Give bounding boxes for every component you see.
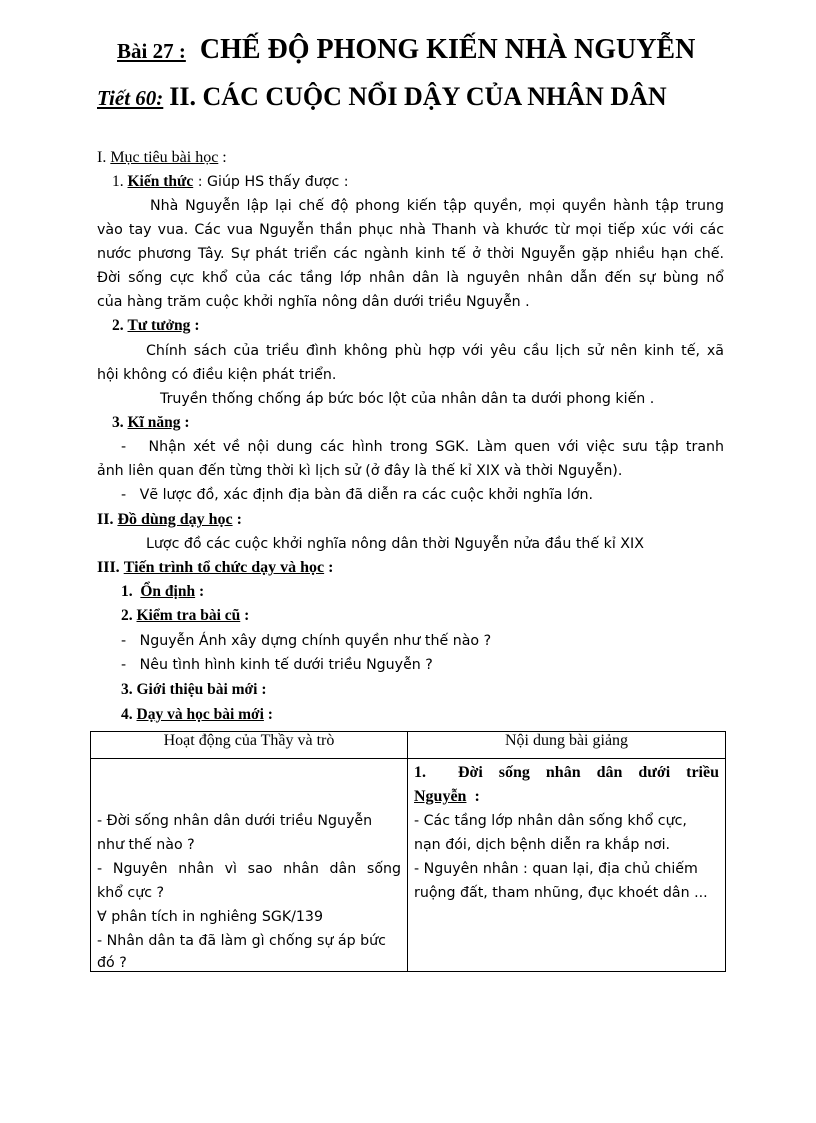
thought-label: Tư tưởng: [127, 317, 191, 334]
activity-line-7: đó ?: [97, 955, 127, 971]
section2-heading-text: Đồ dùng dạy học: [117, 511, 233, 528]
section2-heading: [97, 510, 242, 530]
step-1-label: Ổn định: [140, 583, 196, 600]
section1-heading-text: Mục tiêu bài học: [110, 149, 219, 166]
thought-num: 2.: [112, 317, 124, 334]
section1-suffix: :: [218, 149, 227, 166]
activity-line-5: ∀ phân tích in nghiêng SGK/139: [97, 909, 323, 925]
knowledge-intro: : Giúp HS thấy được :: [193, 174, 349, 190]
thought-line-1: Chính sách của triều đình không phù hợp với yêu cầu lịch sử nên kinh tế, xã: [146, 343, 724, 359]
section3-num: III.: [97, 559, 120, 576]
content-line-2: nạn đói, dịch bệnh diễn ra khắp nơi.: [414, 837, 671, 853]
section2-num: II.: [97, 511, 114, 528]
knowledge-line-1: Nhà Nguyễn lập lại chế độ phong kiến tập quyền, mọi quyền hành tập trung: [150, 198, 724, 214]
activity-line-1: - Đời sống nhân dân dưới triều Nguyễn: [97, 813, 373, 829]
content-heading-line-1: 1. Đời sống nhân dân dưới triều: [414, 764, 719, 781]
knowledge-heading: [112, 172, 349, 192]
thought-line-2: hội không có điều kiện phát triển.: [97, 367, 337, 383]
table-row: [91, 759, 726, 972]
content-line-1: - Các tầng lớp nhân dân sống khổ cực,: [414, 813, 687, 829]
step-2-suffix: :: [240, 607, 250, 624]
step-2: [121, 606, 249, 626]
lesson-title: [117, 34, 695, 66]
step-3-num: 3.: [121, 681, 133, 698]
step-3-label: Giới thiệu bài mới :: [136, 681, 267, 698]
step-4-suffix: :: [263, 706, 273, 723]
knowledge-num: 1.: [112, 173, 124, 190]
step-4: [121, 705, 273, 725]
table-header-row: [91, 732, 726, 759]
step-2-num: 2.: [121, 607, 133, 624]
skills-label: Kĩ năng: [127, 414, 181, 431]
activities-cell: [91, 759, 408, 972]
step-1-suffix: :: [195, 583, 205, 600]
header-content: Nội dung bài giảng: [408, 732, 726, 759]
period-title-text: II. CÁC CUỘC NỔI DẬY CỦA NHÂN DÂN: [169, 82, 667, 111]
section3-heading: [97, 558, 333, 578]
skills-num: 3.: [112, 414, 124, 431]
thought-heading: [112, 316, 199, 336]
content-heading-line-2: [414, 785, 719, 809]
skills-suffix: :: [180, 414, 190, 431]
section3-suffix: :: [324, 559, 334, 576]
activity-line-2: như thế nào ?: [97, 837, 195, 853]
skills-line-1: - Nhận xét về nội dung các hình trong SGK. Làm quen với việc sưu tập tranh: [121, 439, 724, 455]
period-title: [97, 82, 667, 112]
section1-heading: [97, 148, 227, 168]
section2-line: Lược đồ các cuộc khởi nghĩa nông dân thời Nguyễn nửa đầu thế kỉ XIX: [146, 536, 644, 552]
thought-line-3: Truyền thống chống áp bức bóc lột của nhân dân ta dưới phong kiến .: [160, 391, 655, 407]
activity-line-4: khổ cực ?: [97, 885, 165, 901]
knowledge-line-4: Đời sống cực khổ của các tầng lớp nhân dân là nguyên nhân dẫn đến sự bùng nổ: [97, 270, 724, 286]
activity-line-3: - Nguyên nhân vì sao nhân dân sống: [97, 861, 401, 877]
knowledge-line-3: nước phương Tây. Sự phát triển các ngành kinh tế ở thời Nguyễn gặp nhiều hạn chế.: [97, 246, 724, 262]
question-1: - Nguyễn Ánh xây dựng chính quyền như thế nào ?: [121, 633, 492, 649]
content-line-4: ruộng đất, tham nhũng, đục khoét dân ...: [414, 885, 708, 901]
lesson-table: [90, 731, 726, 972]
header-activities: Hoạt động của Thầy và trò: [91, 732, 408, 759]
content-heading-word: Nguyễn: [414, 788, 467, 805]
step-2-label: Kiểm tra bài cũ: [136, 607, 241, 624]
step-3: [121, 680, 266, 700]
section1-num: I.: [97, 149, 107, 166]
knowledge-line-2: vào tay vua. Các vua Nguyễn thần phục nhà Thanh và khước từ mọi tiếp xúc với các: [97, 222, 724, 238]
activity-line-6: - Nhân dân ta đã làm gì chống sự áp bức: [97, 933, 386, 949]
lesson-title-text: CHẾ ĐỘ PHONG KIẾN NHÀ NGUYỄN: [199, 34, 696, 65]
step-4-label: Dạy và học bài mới: [136, 706, 264, 723]
content-line-3: - Nguyên nhân : quan lại, địa chủ chiếm: [414, 861, 698, 877]
skills-line-2: ảnh liên quan đến từng thời kì lịch sử (ở đây là thế kỉ XIX và thời Nguyễn).: [97, 463, 623, 479]
step-4-num: 4.: [121, 706, 133, 723]
thought-suffix: :: [190, 317, 200, 334]
step-1: [121, 582, 204, 602]
content-cell: [408, 759, 726, 972]
knowledge-line-5: của hàng trăm cuộc khởi nghĩa nông dân dưới triều Nguyễn .: [97, 294, 530, 310]
question-2: - Nêu tình hình kinh tế dưới triều Nguyễn ?: [121, 657, 433, 673]
content-heading-suffix: :: [466, 788, 480, 805]
lesson-label: Bài 27 :: [117, 39, 186, 63]
knowledge-label: Kiến thức: [127, 173, 194, 190]
section3-heading-text: Tiến trình tổ chức dạy và học: [123, 559, 325, 576]
section2-suffix: :: [232, 511, 242, 528]
skills-heading: [112, 413, 190, 433]
step-1-num: 1.: [121, 583, 133, 600]
period-label: Tiết 60:: [97, 86, 164, 110]
skills-line-3: - Vẽ lược đồ, xác định địa bàn đã diễn ra các cuộc khởi nghĩa lớn.: [121, 487, 594, 503]
